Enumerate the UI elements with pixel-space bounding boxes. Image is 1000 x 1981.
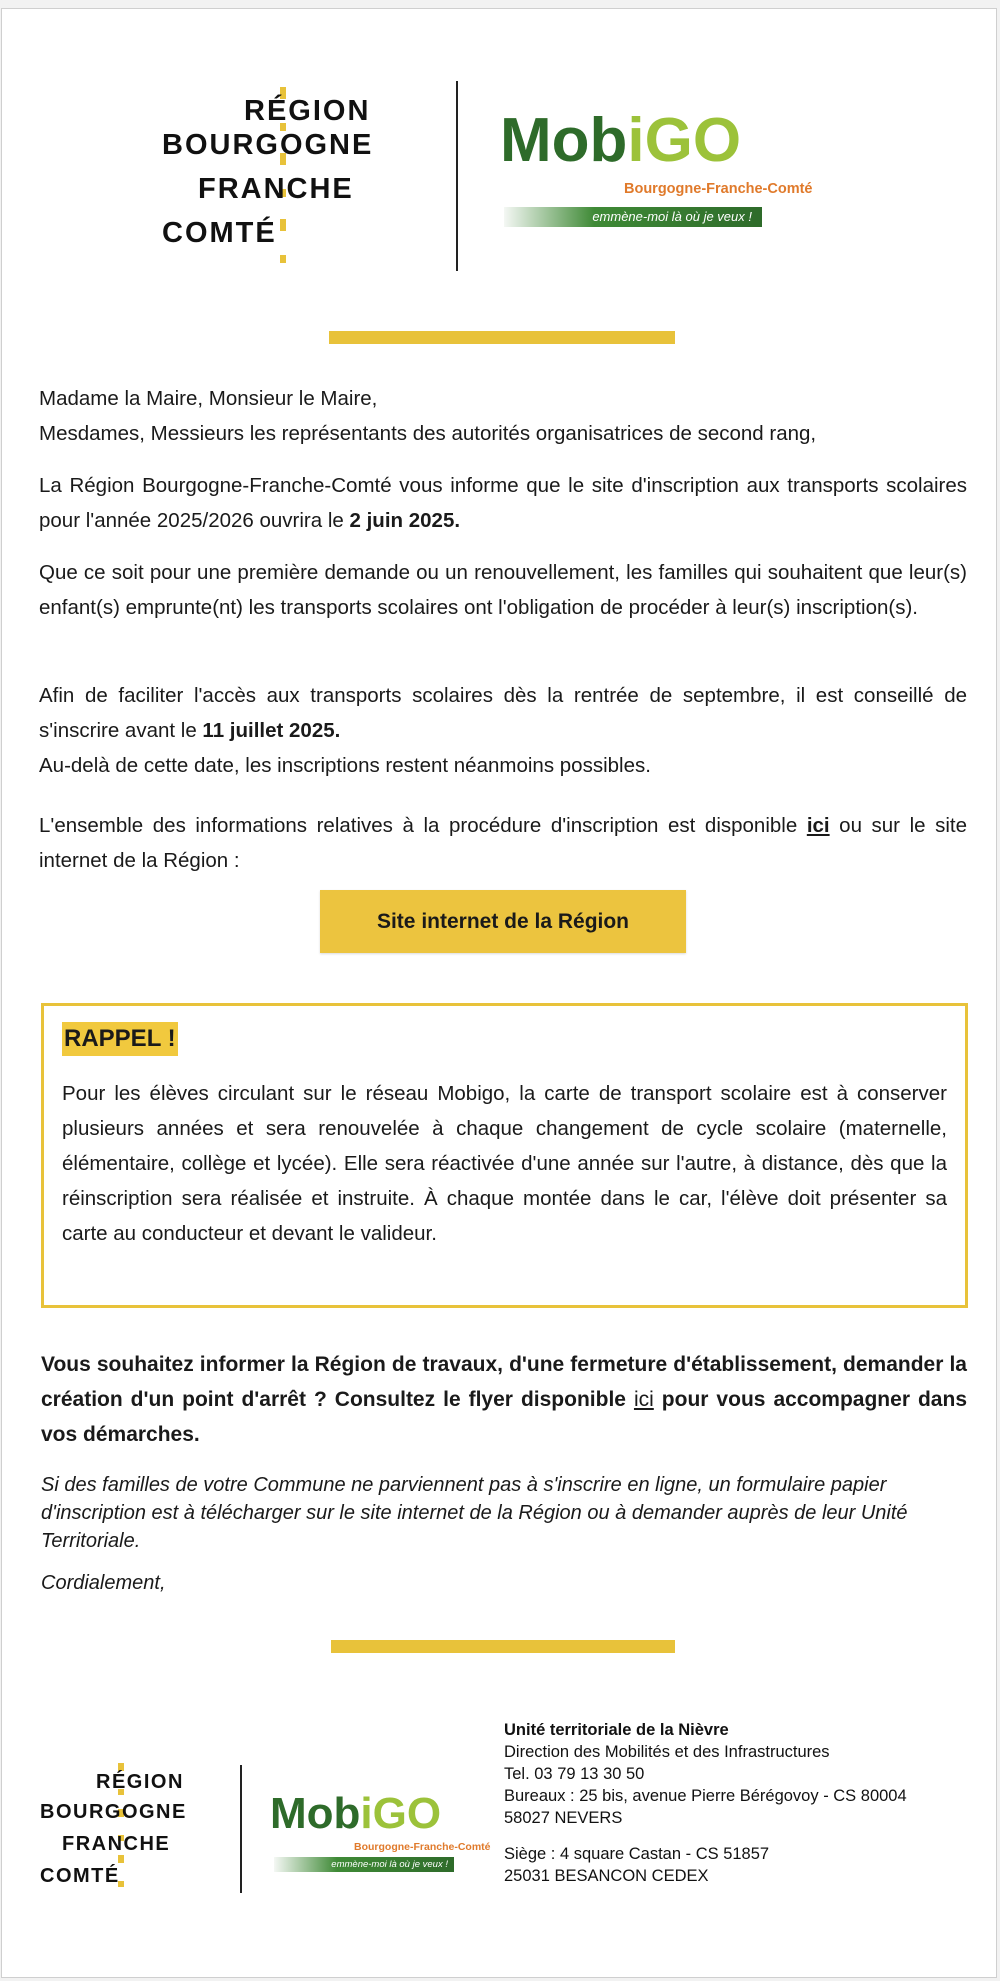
mobigo-subtitle: Bourgogne-Franche-Comté [354,1841,491,1853]
deadline-date: 11 juillet 2025. [202,719,341,742]
footer-hq-city: 25031 BESANCON CEDEX [504,1867,709,1885]
footer-divider [331,1640,675,1653]
footer-phone: Tel. 03 79 13 30 50 [504,1765,645,1783]
region-logo-line: BOURGOGNE [40,1801,187,1823]
paragraph-opening-date: La Région Bourgogne-Franche-Comté vous informe que le site d'inscription aux transports scolaires pour l'année 2025/2026 ouvrira le 2 juin 2025. [39,474,967,532]
flyer-link[interactable]: ici [633,1388,654,1411]
info-link[interactable]: ici [806,814,830,837]
footer-hq-address: Siège : 4 square Castan - CS 51857 [504,1845,770,1863]
logo-divider [456,81,458,271]
mobigo-tagline: emmène-moi là où je veux ! [274,1857,454,1872]
region-logo-line: RÉGION [244,95,371,127]
footer-direction: Direction des Mobilités et des Infrastructures [504,1743,830,1761]
signoff: Cordialement, [41,1572,166,1594]
region-logo-accent-bar [280,219,286,231]
reminder-title: RAPPEL ! [62,1022,178,1056]
mobigo-wordmark: MobiGO [270,1789,442,1838]
region-logo-accent-bar [118,1763,124,1771]
footer-region-logo [40,1763,220,1903]
paragraph-info-link: L'ensemble des informations relatives à la procédure d'inscription est disponible ici ou sur le site internet de la Région : [39,814,967,872]
region-logo-line: FRANCHE [62,1833,171,1855]
region-website-button[interactable]: Site internet de la Région [320,890,686,953]
paragraph-paper-form: Si des familles de votre Commune ne parviennent pas à s'inscrire en ligne, un formulaire papier d'inscription est à télécharger sur le site internet de la Région ou à demander auprès de leur Unité Territoriale. [41,1474,908,1552]
region-logo-accent-bar [280,255,286,263]
region-logo-line: COMTÉ [162,217,277,249]
paragraph-obligation: Que ce soit pour une première demande ou un renouvellement, les familles qui souhaitent que leur(s) enfant(s) emprunte(nt) les transports scolaires ont l'obligation de procéder à leur(s) inscription(s). [39,561,967,619]
region-logo-accent-bar [118,1855,124,1863]
footer-office-address: Bureaux : 25 bis, avenue Pierre Bérégovoy - CS 80004 [504,1787,907,1805]
email-body [1,8,997,1978]
paragraph-works-info: Vous souhaitez informer la Région de travaux, d'une fermeture d'établissement, demander la création d'un point d'arrêt ? Consultez le flyer disponible ici pour vous accompagner dans vos démarches. [41,1353,967,1446]
footer-logo-divider [240,1765,242,1893]
footer-mobigo-logo [270,1791,490,1881]
footer-unit-title: Unité territoriale de la Nièvre [504,1721,729,1739]
region-logo-line: COMTÉ [40,1865,120,1887]
reminder-box [41,1003,968,1308]
opening-date: 2 juin 2025. [349,509,461,532]
region-logo-line: RÉGION [96,1771,184,1793]
mobigo-subtitle: Bourgogne-Franche-Comté [624,181,813,197]
paragraph-deadline: Afin de faciliter l'accès aux transports scolaires dès la rentrée de septembre, il est conseillé de s'inscrire avant le 11 juillet 2025. Au-delà de cette date, les inscriptions restent néanmoins possibles. [39,684,967,777]
footer-office-city: 58027 NEVERS [504,1809,623,1827]
region-logo [162,87,412,287]
mobigo-logo [500,106,830,239]
mobigo-wordmark: MobiGO [500,106,742,175]
region-logo-line: BOURGOGNE [162,129,374,161]
reminder-text: Pour les élèves circulant sur le réseau Mobigo, la carte de transport scolaire est à conserver plusieurs années et sera renouvelée à chaque changement de cycle scolaire (maternelle, élémentaire, collège et lycée). Elle sera réactivée d'une année sur l'autre, à distance, dès que la réinscription sera réalisée et instruite. À chaque montée dans le car, l'élève doit présenter sa carte au conducteur et devant le valideur. [62,1082,947,1245]
header-divider [329,331,675,344]
salutation: Madame la Maire, Monsieur le Maire, Mesdames, Messieurs les représentants des autorités organisatrices de second rang, [39,387,817,445]
mobigo-tagline: emmène-moi là où je veux ! [504,207,762,227]
region-logo-line: FRANCHE [198,173,354,205]
